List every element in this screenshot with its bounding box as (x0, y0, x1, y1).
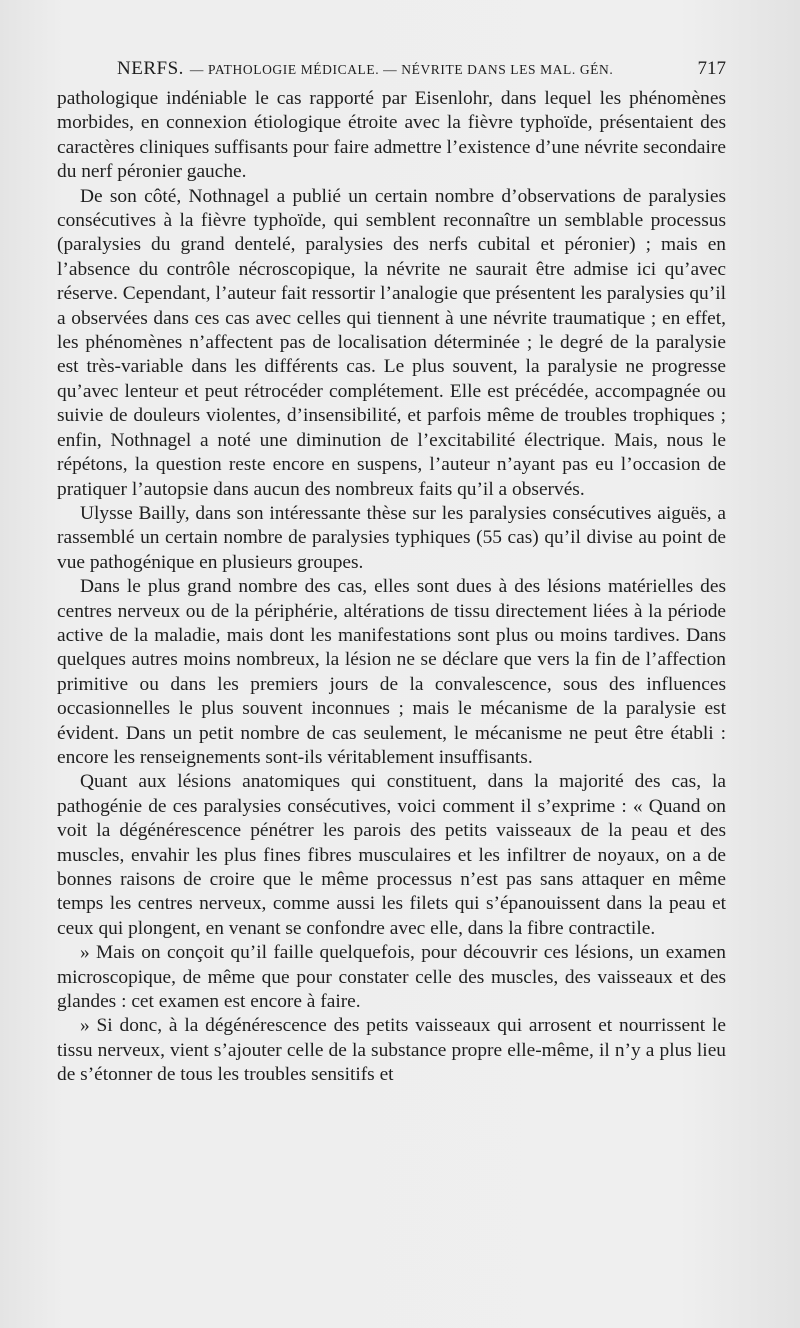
running-header (117, 58, 726, 84)
header-section: — PATHOLOGIE MÉDICALE. — NÉVRITE DANS LES MAL. GÉN. (189, 62, 614, 77)
paragraph-examen-microscopique: » Mais on conçoit qu’il faille quelquefois, pour découvrir ces lésions, un examen microscopique, de même que pour constater celle des muscles, des vaisseaux et des glandes : cet examen est encore à faire. (57, 942, 726, 1013)
paragraph-lesions-materielles: Dans le plus grand nombre des cas, elles sont dues à des lésions matérielles des centres nerveux ou de la périphérie, altérations de tissu directement liées à la période active de la maladie, mais dont les manifestations sont plus ou moins tardives. Dans quelques autres moins nombreux, la lésion ne se déclare que vers la fin de l’affection primitive ou dans les premiers jours de la convalescence, sous des influences occasionnelles le plus souvent inconnues ; mais le mécanisme de la paralysie est évident. Dans un petit nombre de cas seulement, le mécanisme ne peut être établi : encore les renseignements sont-ils véritablement insuffisants. (57, 576, 726, 768)
page-body (57, 87, 726, 1088)
paragraph-eisenlohr: pathologique indéniable le cas rapporté par Eisenlohr, dans lequel les phénomènes morbides, en connexion étiologique étroite avec la fièvre typhoïde, présentaient des caractères cliniques suffisants pour faire admettre l’existence d’une névrite secondaire du nerf péronier gauche. (57, 88, 726, 183)
page-number: 717 (697, 58, 726, 79)
header-chapter: NERFS. (117, 58, 184, 79)
paragraph-nothnagel: De son côté, Nothnagel a publié un certain nombre d’observations de paralysies consécutives à la fièvre typhoïde, qui semblent reconnaître un semblable processus (paralysies du grand dentelé, paralysies des nerfs cubital et péronier) ; mais en l’absence du contrôle nécroscopique, la névrite ne saurait être admise ici qu’avec réserve. Cependant, l’auteur fait ressortir l’analogie que présentent les paralysies qu’il a observées dans ces cas avec celles qui tiennent à une névrite traumatique ; en effet, les phénomènes n’affectent pas de localisation déterminée ; le degré de la paralysie est très-variable dans les différents cas. Le plus souvent, la paralysie ne progresse qu’avec lenteur et peut rétrocéder complétement. Elle est précédée, accompagnée ou suivie de douleurs violentes, d’insensibilité, et parfois même de troubles trophiques ; enfin, Nothnagel a noté une diminution de l’excitabilité électrique. Mais, nous le répétons, la question reste encore en suspens, l’auteur n’ayant pas eu l’occasion de pratiquer l’autopsie dans aucun des nombreux faits qu’il a observés. (57, 185, 726, 500)
paragraph-lesions-anatomiques: Quant aux lésions anatomiques qui constituent, dans la majorité des cas, la pathogénie de ces paralysies consécutives, voici comment il s’exprime : « Quand on voit la dégénérescence pénétrer les parois des petits vaisseaux de la peau et des muscles, envahir les plus fines fibres musculaires et les infiltrer de noyaux, on a de bonnes raisons de croire que le même processus n’est pas sans attaquer en même temps les centres nerveux, comme aussi les filets qui s’épanouissent dans la peau et ceux qui plongent, en venant se confondre avec elle, dans la fibre contractile. (57, 771, 726, 939)
paragraph-degenerescence: » Si donc, à la dégénérescence des petits vaisseaux qui arrosent et nourrissent le tissu nerveux, vient s’ajouter celle de la substance propre elle-même, il n’y a plus lieu de s’étonner de tous les troubles sensitifs et (57, 1015, 726, 1086)
paragraph-bailly: Ulysse Bailly, dans son intéressante thèse sur les paralysies consécutives aiguës, a rassemblé un certain nombre de paralysies typhiques (55 cas) qu’il divise au point de vue pathogénique en plusieurs groupes. (57, 502, 726, 573)
